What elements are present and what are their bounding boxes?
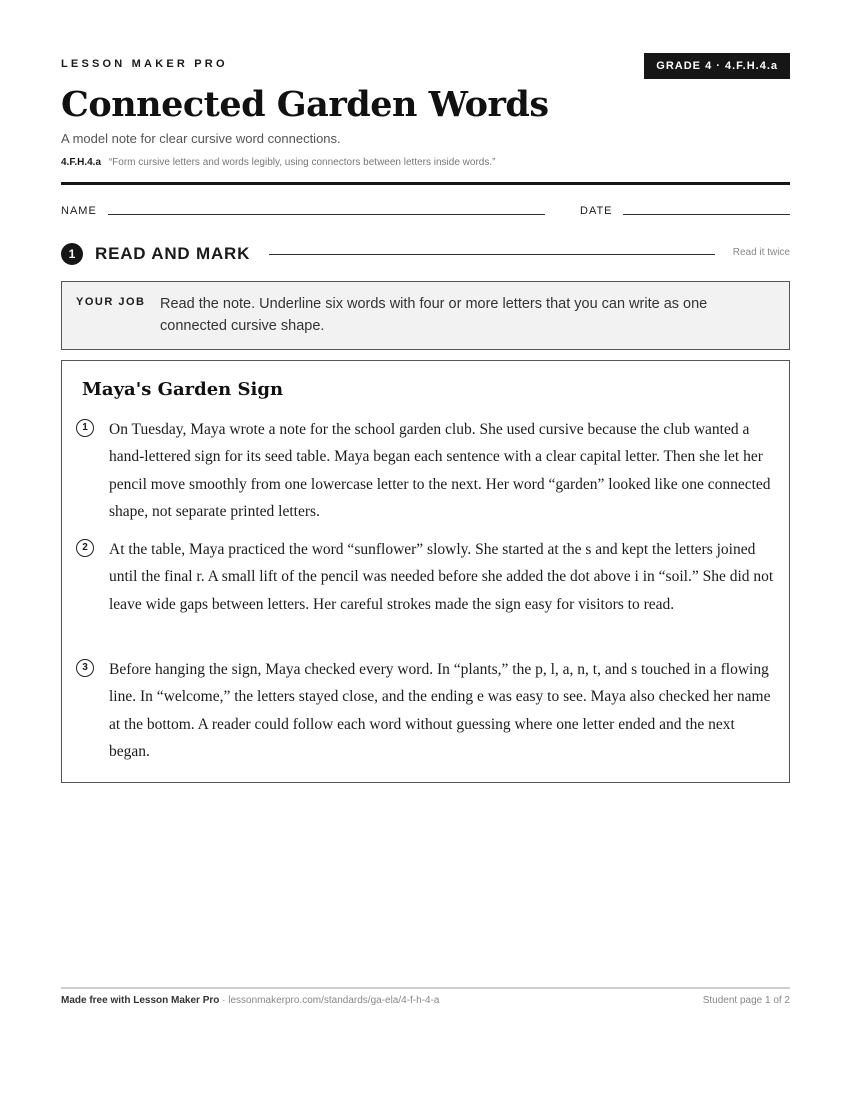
paragraph-text[interactable]: At the table, Maya practiced the word “sunflower” slowly. She started at the s and kept the letters joined until the final r. A small lift of the pencil was needed before she added the dot above i in “soil.” She did not leave wide gaps between letters. Her careful strokes made the sign easy for visitors to read. — [109, 541, 774, 613]
date-label: DATE — [580, 205, 613, 217]
job-box — [61, 281, 790, 350]
story-title: Maya's Garden Sign — [82, 379, 284, 400]
standard-line — [61, 157, 495, 168]
section-rule — [269, 254, 715, 255]
section-header — [61, 243, 790, 265]
paragraph-number: 3 — [76, 659, 94, 677]
job-label: YOUR JOB — [76, 296, 146, 308]
section-hint: Read it twice — [732, 247, 790, 258]
paragraph-number: 2 — [76, 539, 94, 557]
section-title: READ AND MARK — [95, 244, 251, 263]
header-divider — [61, 182, 790, 185]
standard-code: 4.F.H.4.a — [61, 157, 102, 168]
paragraph-text[interactable]: Before hanging the sign, Maya checked every word. In “plants,” the p, l, a, n, t, and s touched in a flowing line. In “welcome,” the letters stayed close, and the ending e was easy to see. Maya also checked her name at the bottom. A reader could follow each word without guessing where one letter ended and the next began. — [109, 661, 771, 760]
step-number-badge: 1 — [61, 243, 83, 265]
name-label: NAME — [61, 205, 97, 217]
story-box — [61, 360, 790, 783]
paragraph-text[interactable]: On Tuesday, Maya wrote a note for the school garden club. She used cursive because the club wanted a hand-lettered sign for its seed table. Maya began each sentence with a clear capital letter. Then she let her pencil move smoothly from one lowercase letter to the next. Her word “garden” looked like one connected shape, not separate printed letters. — [109, 421, 771, 520]
grade-badge: GRADE 4 · 4.F.H.4.a — [644, 53, 790, 79]
page-title: Connected Garden Words — [61, 84, 549, 125]
footer-credit — [61, 995, 439, 1006]
name-field[interactable] — [108, 214, 545, 215]
paragraph-number: 1 — [76, 419, 94, 437]
brand-name: LESSON MAKER PRO — [61, 58, 228, 70]
standard-text: “Form cursive letters and words legibly, using connectors between letters inside words.” — [108, 157, 496, 168]
footer-divider — [61, 987, 790, 989]
date-field[interactable] — [623, 214, 790, 215]
footer-page-number: Student page 1 of 2 — [702, 995, 790, 1006]
footer-made-with: Made free with Lesson Maker Pro — [61, 995, 220, 1006]
page-subtitle: A model note for clear cursive word connections. — [61, 131, 341, 146]
footer-url[interactable]: · lessonmakerpro.com/standards/ga-ela/4-f-h-4-a — [219, 995, 440, 1006]
job-instructions: Read the note. Underline six words with four or more letters that you can write as one connected cursive shape. — [160, 296, 708, 334]
